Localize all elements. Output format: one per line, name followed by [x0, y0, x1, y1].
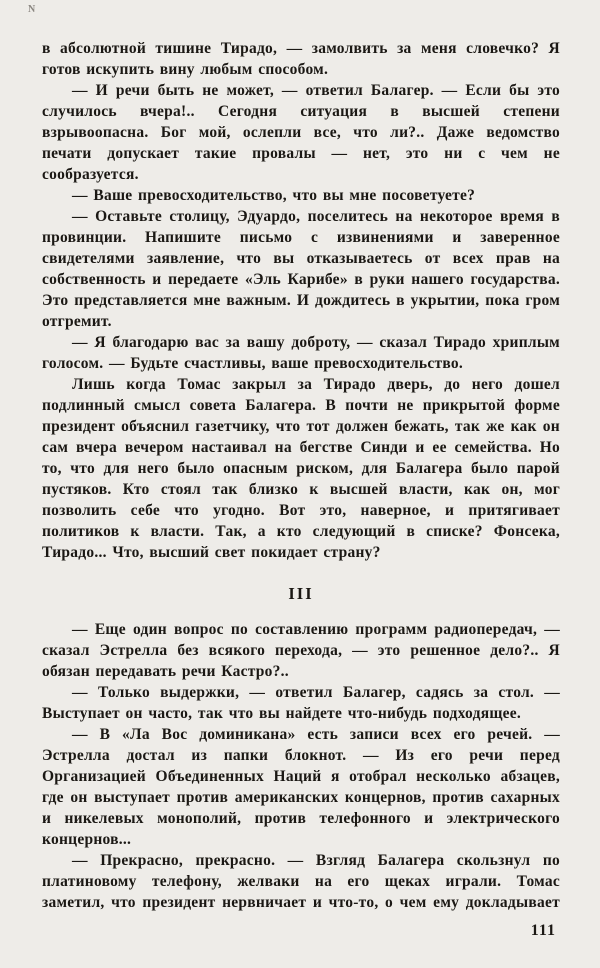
paragraph: в абсолютной тишине Тирадо, — замолвить за меня словечко? Я готов искупить вину любым способом. — [42, 40, 560, 78]
paragraph: — Оставьте столицу, Эдуардо, поселитесь на некоторое время в провинции. Напишите письмо с извинениями и заверенное свидетелями заявление, что вы отказываетесь от всех прав на собственность и передаете «Эль Карибе» в руки нашего государства. Это представляется мне важным. И дождитесь в укрытии, пока гром отгремит. — [42, 208, 560, 330]
section-heading: III — [288, 584, 314, 603]
paragraph: — Я благодарю вас за вашу доброту, — сказал Тирадо хриплым голосом. — Будьте счастливы, ваше превосходительство. — [42, 334, 560, 372]
paragraph: — Еще один вопрос по составлению программ радиопередач, — сказал Эстрелла без всякого перехода, — это решенное дело?.. Я обязан передавать речи Кастро?.. — [42, 621, 560, 680]
paragraph: — В «Ла Вос доминикана» есть записи всех его речей. — Эстрелла достал из папки блокнот. — Из его речи перед Организацией Объединенных Наций я отобрал несколько абзацев, где он выступает против американских концернов, против сахарных и никелевых монополий, против телефонного и электрического концернов... — [42, 726, 560, 848]
paragraph: — Только выдержки, — ответил Балагер, садясь за стол. — Выступает он часто, так что вы найдете что-нибудь подходящее. — [42, 684, 560, 722]
corner-artifact: N — [28, 4, 37, 15]
paragraph: Лишь когда Томас закрыл за Тирадо дверь, до него дошел подлинный смысл совета Балагера. В почти не прикрытой форме президент объяснил газетчику, что тот должен бежать, так же как он сам вчера вечером настаивал на бегстве Синди и ее семейства. Но то, что для него было опасным риском, для Балагера было парой пустяков. Кто стоял так близко к высшей власти, как он, мог позволить себе что угодно. Вот это, наверное, и притягивает политиков к власти. Так, а кто следующий в списке? Фонсека, Тирадо... Что, высший свет покидает страну? — [42, 376, 560, 561]
paragraph: — Прекрасно, прекрасно. — Взгляд Балагера скользнул по платиновому телефону, желваки на его щеках играли. Томас заметил, что президент нервничает и что-то, о чем ему докладывает — [42, 852, 560, 911]
page-number: 111 — [530, 922, 556, 939]
page-body — [42, 38, 560, 913]
paragraph: — Ваше превосходительство, что вы мне посоветуете? — [72, 187, 476, 204]
paragraph: — И речи быть не может, — ответил Балагер. — Если бы это случилось вчера!.. Сегодня ситуация в высшей степени взрывоопасна. Бог мой, ослепли все, что ли?.. Даже ведомство печати допускает такие провалы — нет, это ни с чем не сообразуется. — [42, 82, 560, 183]
